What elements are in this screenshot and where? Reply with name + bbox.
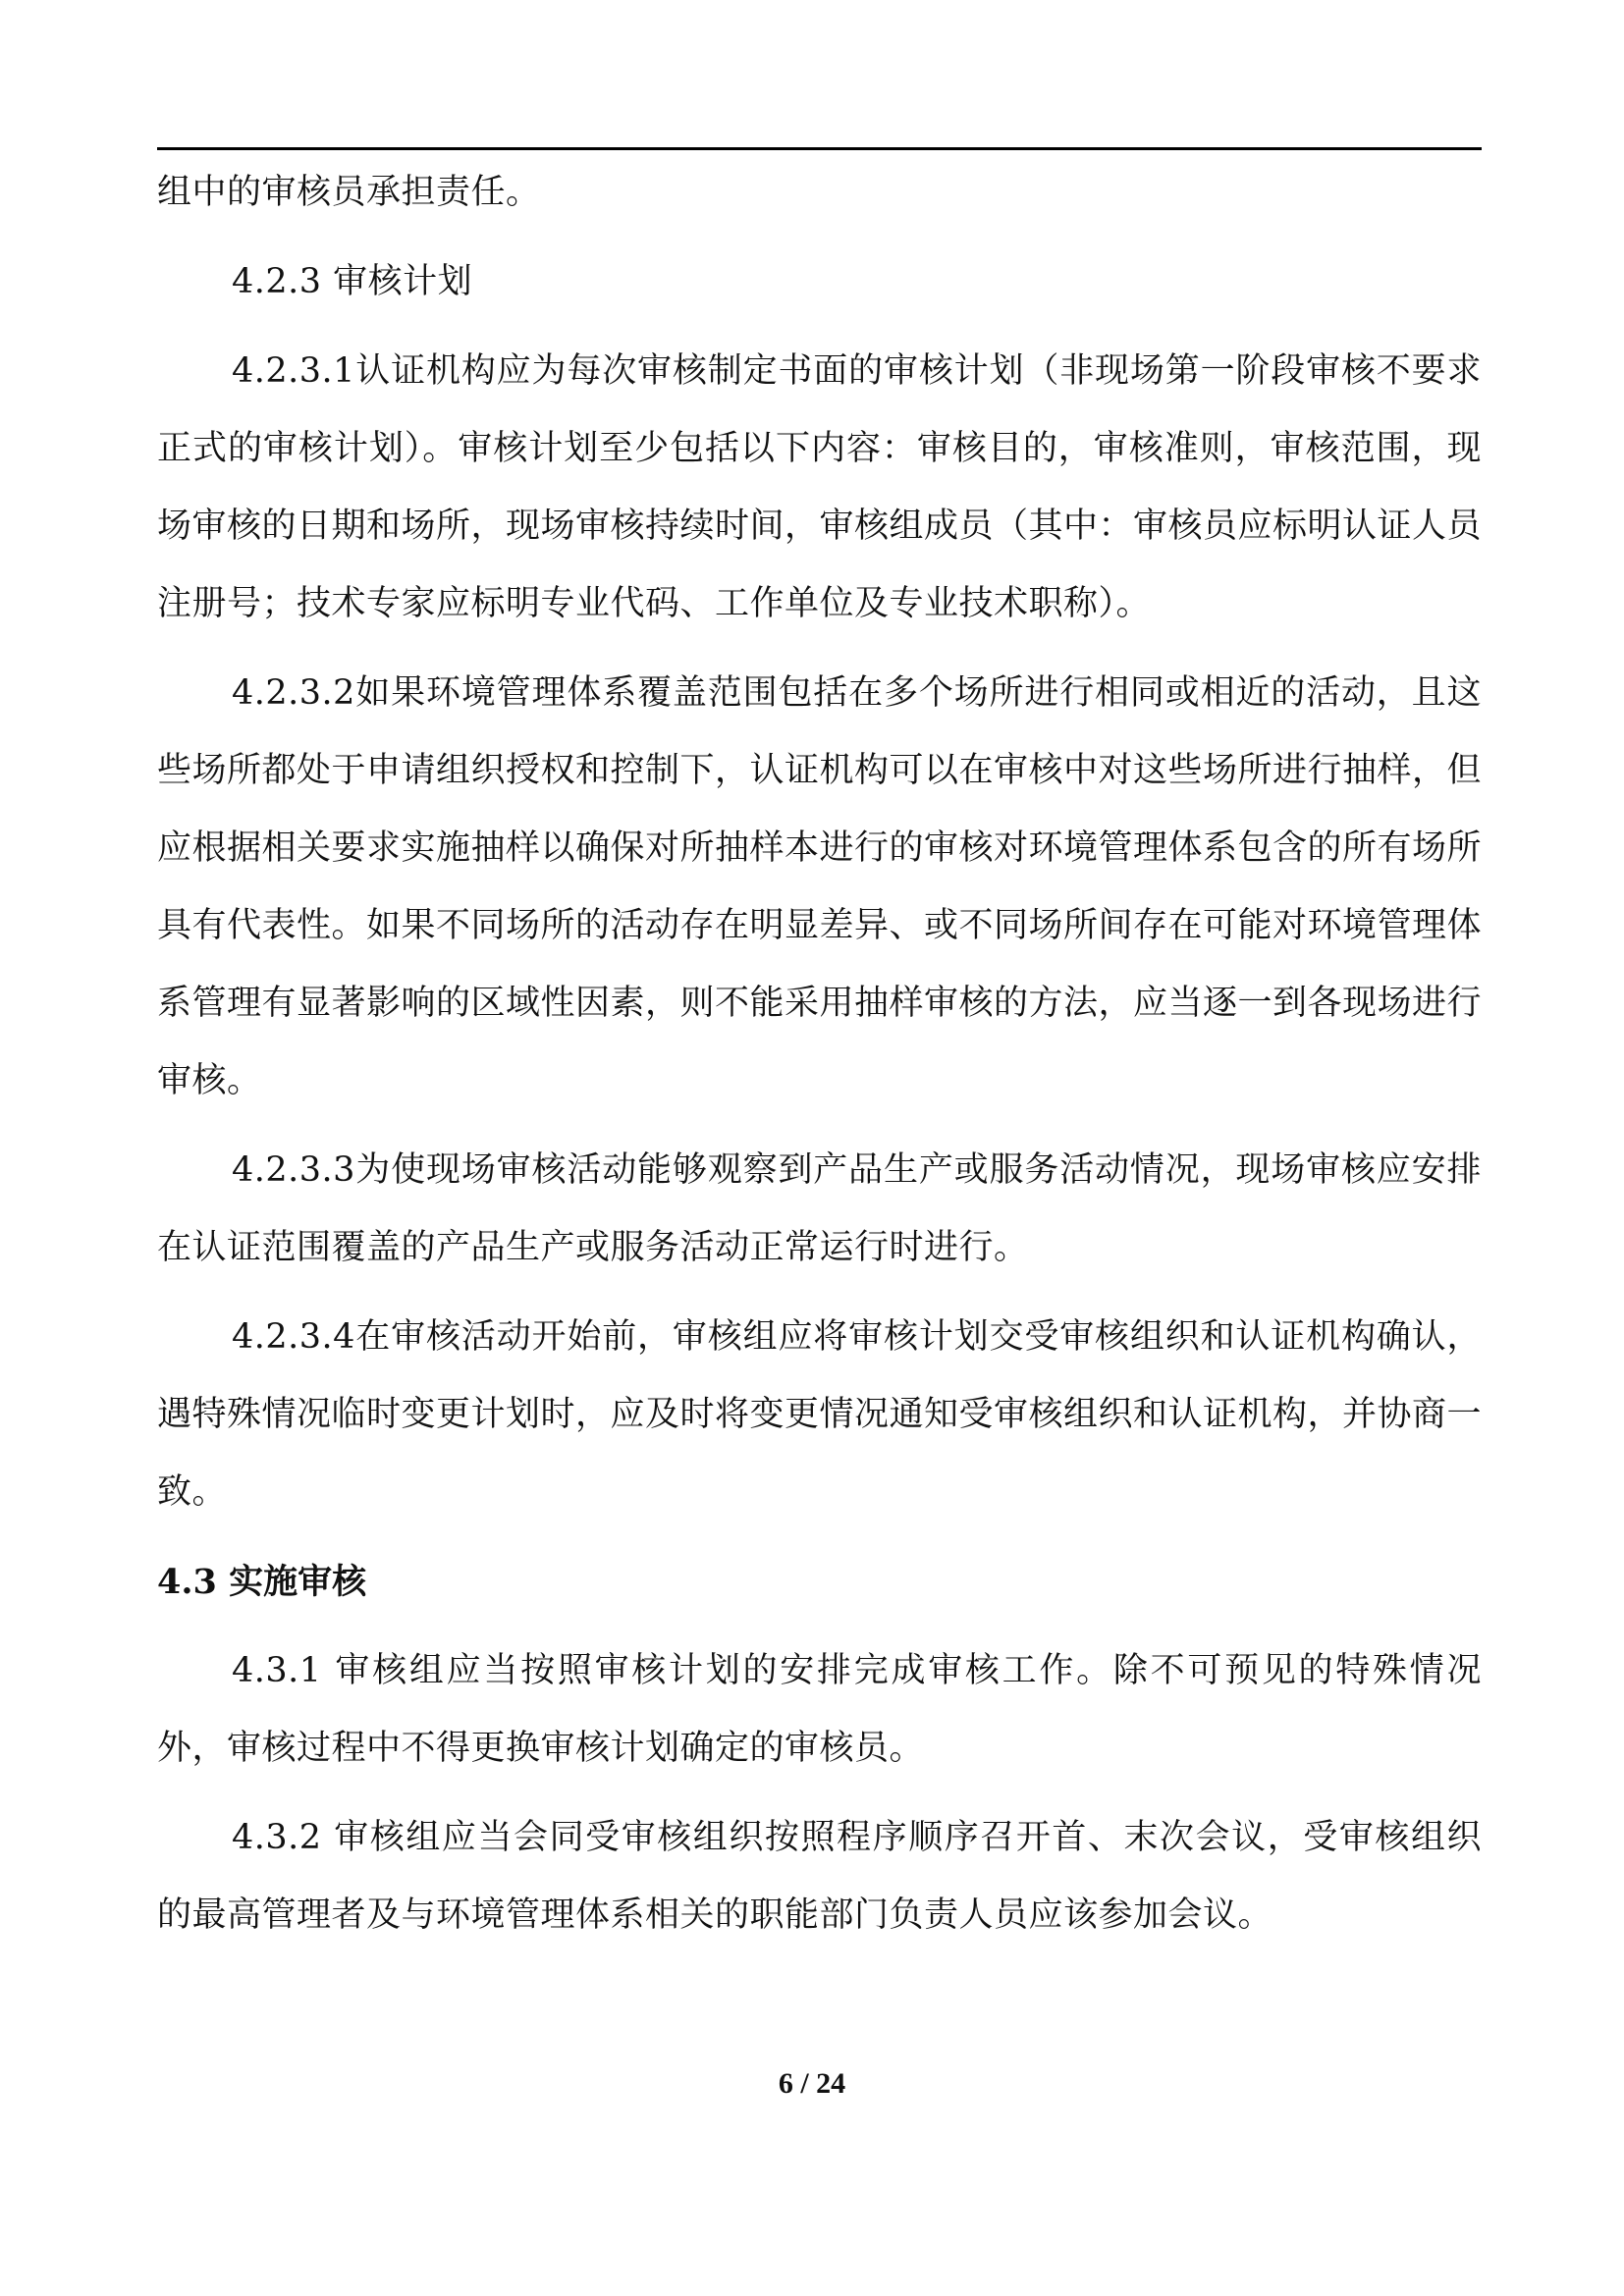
section-heading-4-3: 4.3 实施审核 [157, 1562, 367, 1602]
page-number: 6 / 24 [778, 2067, 846, 2100]
document-body [157, 154, 1482, 1954]
paragraph-4-3-1: 4.3.1 审核组应当按照审核计划的安排完成审核工作。除不可预见的特殊情况外，审核过程中不得更换审核计划确定的审核员。 [157, 1651, 1482, 1768]
continued-paragraph: 组中的审核员承担责任。 [157, 173, 541, 212]
paragraph-4-2-3-2: 4.2.3.2如果环境管理体系覆盖范围包括在多个场所进行相同或相近的活动，且这些场所都处于申请组织授权和控制下，认证机构可以在审核中对这些场所进行抽样，但应根据相关要求实施抽样以确保对所抽样本进行的审核对环境管理体系包含的所有场所具有代表性。如果不同场所的活动存在明显差异、或不同场所间存在可能对环境管理体系管理有显著影响的区域性因素，则不能采用抽样审核的方法，应当逐一到各现场进行审核。 [157, 673, 1483, 1100]
paragraph-4-2-3-3: 4.2.3.3为使现场审核活动能够观察到产品生产或服务活动情况，现场审核应安排在认证范围覆盖的产品生产或服务活动正常运行时进行。 [157, 1150, 1482, 1267]
paragraph-4-3-2: 4.3.2 审核组应当会同受审核组织按照程序顺序召开首、末次会议，受审核组织的最高管理者及与环境管理体系相关的职能部门负责人员应该参加会议。 [157, 1818, 1482, 1935]
paragraph-4-2-3-4: 4.2.3.4在审核活动开始前，审核组应将审核计划交受审核组织和认证机构确认，遇特殊情况临时变更计划时，应及时将变更情况通知受审核组织和认证机构，并协商一致。 [157, 1317, 1483, 1512]
paragraph-4-2-3-1: 4.2.3.1认证机构应为每次审核制定书面的审核计划（非现场第一阶段审核不要求正式的审核计划）。审核计划至少包括以下内容：审核目的，审核准则，审核范围，现场审核的日期和场所，现场审核持续时间，审核组成员（其中：审核员应标明认证人员注册号；技术专家应标明专业代码、工作单位及专业技术职称）。 [157, 351, 1483, 623]
section-heading-4-2-3: 4.2.3 审核计划 [232, 262, 473, 301]
header-rule [157, 147, 1482, 150]
